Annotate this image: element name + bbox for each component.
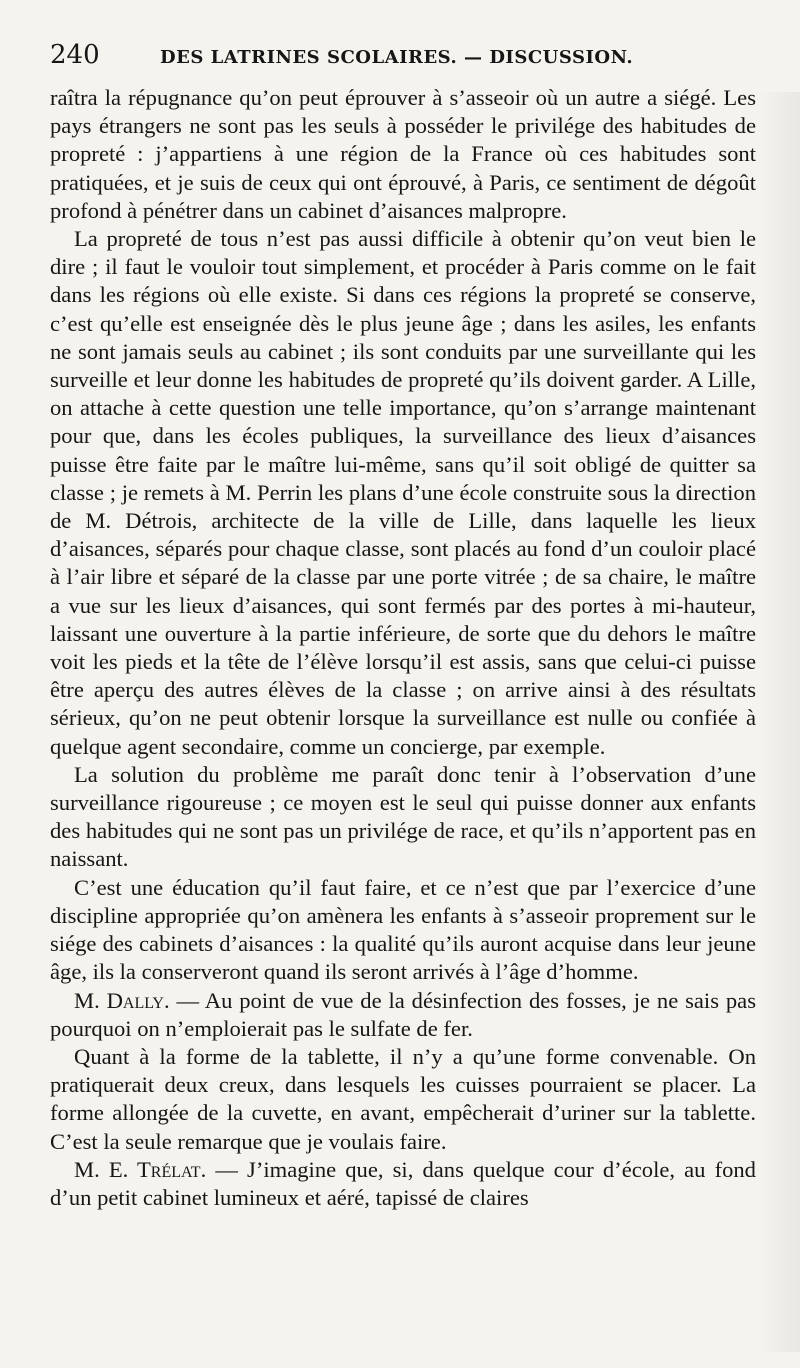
speaker-name: M. Dally. <box>74 987 170 1013</box>
paragraph-2 <box>50 225 756 761</box>
paragraph-4 <box>50 874 756 987</box>
running-head: DES LATRINES SCOLAIRES. — DISCUSSION. <box>160 47 634 68</box>
body-text <box>50 84 756 1212</box>
paragraph-text: C’est une éducation qu’il faut faire, et ce n’est que par l’exercice d’une discipline appropriée qu’on amènera les enfants à s’asseoir proprement sur le siége des cabinets d’aisances : la qualité qu’ils auront acquise dans leur jeune âge, ils la conserveront quand ils seront arrivés à l’âge d’homme. <box>50 874 756 985</box>
speaker-name: M. E. Trélat. <box>74 1156 207 1182</box>
paragraph-text: — J’imagine que, si, dans quelque cour d’école, au fond d’un petit cabinet lumineux et aéré, tapissé de claires <box>50 1156 756 1210</box>
paragraph-3 <box>50 761 756 874</box>
paragraph-text: La propreté de tous n’est pas aussi difficile à obtenir qu’on veut bien le dire ; il faut le vouloir tout simplement, et procéder à Paris comme on le fait dans les régions où elle existe. Si dans ces régions la propreté se conserve, c’est qu’elle est enseignée dès le plus jeune âge ; dans les asiles, les enfants ne sont jamais seuls au cabinet ; ils sont conduits par une surveillante qui les surveille et leur donne les habitudes de propreté qu’ils doivent garder. A Lille, on attache à cette question une telle importance, qu’on s’arrange maintenant pour que, dans les écoles publiques, la surveillance des lieux d’aisances puisse être faite par le maître lui-même, sans qu’il soit obligé de quitter sa classe ; je remets à M. Perrin les plans d’une école construite sous la direction de M. Détrois, architecte de la ville de Lille, dans laquelle les lieux d’aisances, séparés pour chaque classe, sont placés au fond d’un couloir placé à l’air libre et séparé de la classe par une porte vitrée ; de sa chaire, le maître a vue sur les lieux d’aisances, qui sont fermés par des portes à mi-hauteur, laissant une ouverture à la partie inférieure, de sorte que du dehors le maître voit les pieds et la tête de l’élève lorsqu’il est assis, sans que celui-ci puisse être aperçu des autres élèves de la classe ; on arrive ainsi à des résultats sérieux, qu’on ne peut obtenir lorsque la surveillance est nulle ou confiée à quelque agent secondaire, comme un concierge, par exemple. <box>50 226 756 759</box>
page-edge-shadow <box>760 92 800 1352</box>
paragraph-7 <box>50 1156 756 1212</box>
paragraph-text: — Au point de vue de la désinfection des fosses, je ne sais pas pourquoi on n’emploierait pas le sulfate de fer. <box>50 987 756 1041</box>
paragraph-6 <box>50 1043 756 1156</box>
paragraph-1 <box>50 84 756 225</box>
page-number: 240 <box>50 40 100 70</box>
paragraph-5 <box>50 987 756 1043</box>
paragraph-text: Quant à la forme de la tablette, il n’y a qu’une forme convenable. On pratiquerait deux creux, dans lesquels les cuisses pourraient se placer. La forme allongée de la cuvette, en avant, empêcherait d’uriner sur la tablette. C’est la seule remarque que je voulais faire. <box>50 1043 756 1154</box>
paragraph-text: raîtra la répugnance qu’on peut éprouver à s’asseoir où un autre a siégé. Les pays étrangers ne sont pas les seuls à posséder le privilége des habitudes de propreté : j’appartiens à une région de la France où ces habitudes sont pratiquées, et je suis de ceux qui ont éprouvé, à Paris, ce sentiment de dégoût profond à pénétrer dans un cabinet d’aisances malpropre. <box>50 85 756 223</box>
page-header <box>50 40 756 80</box>
paragraph-text: La solution du problème me paraît donc tenir à l’observation d’une surveillance rigoureuse ; ce moyen est le seul qui puisse donner aux enfants des habitudes qui ne sont pas un privilége de race, et qu’ils n’apportent pas en naissant. <box>50 761 756 872</box>
